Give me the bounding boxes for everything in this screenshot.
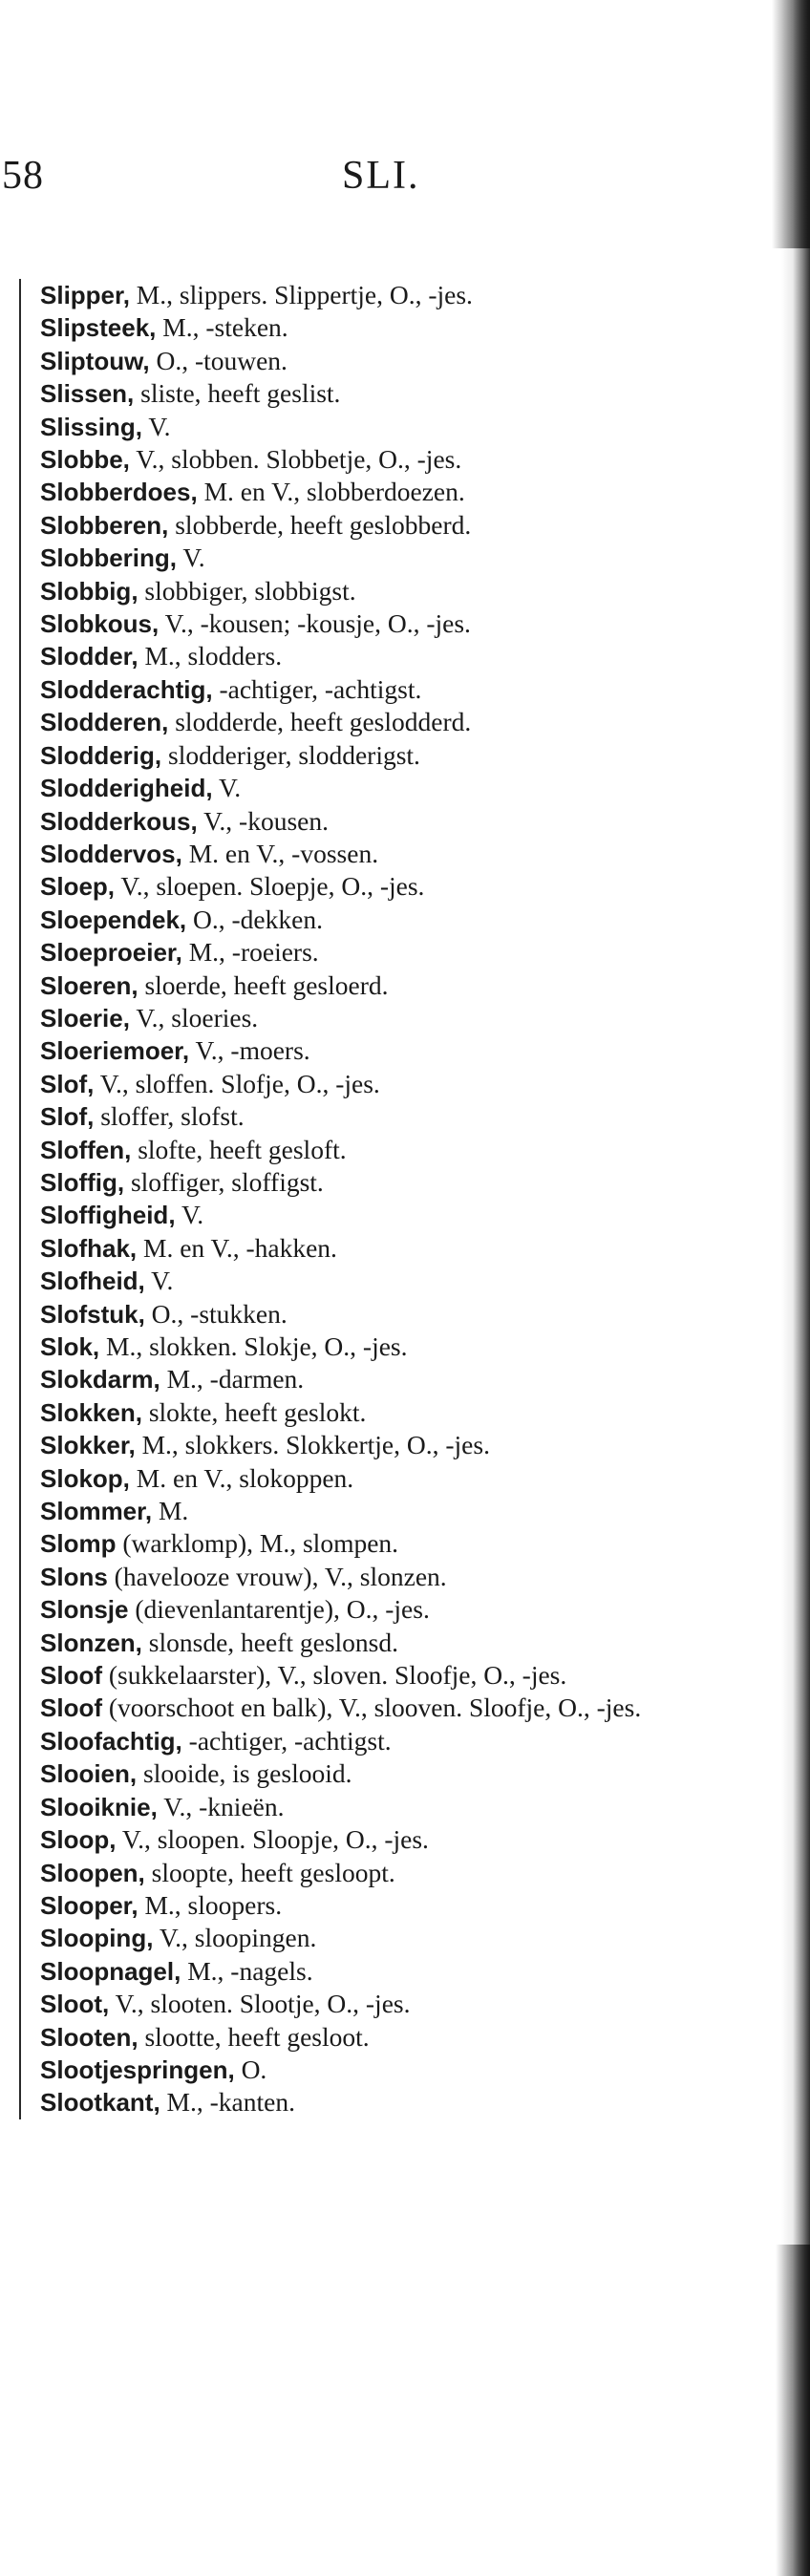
dictionary-entry — [40, 1922, 785, 1954]
entry-definition: V., sloopen. Sloopje, O., -jes. — [121, 1824, 429, 1855]
entry-headword: Slofstuk, — [40, 1299, 145, 1329]
dictionary-column — [19, 279, 785, 2119]
dictionary-entry — [40, 1823, 785, 1856]
entry-definition: V., -knieën. — [163, 1791, 285, 1821]
dictionary-entry — [40, 1134, 785, 1166]
dictionary-entry — [40, 411, 785, 443]
entry-headword: Slobberen, — [40, 510, 169, 540]
entry-definition: V. — [218, 773, 242, 803]
dictionary-entry — [40, 607, 785, 640]
dictionary-entry — [40, 673, 785, 706]
entry-headword: Slodder, — [40, 642, 139, 671]
entry-headword: Slobbe, — [40, 445, 130, 475]
entry-headword: Slodderen, — [40, 708, 169, 737]
entry-headword: Sloeriemoer, — [40, 1036, 190, 1066]
dictionary-entry — [40, 969, 785, 1002]
entry-headword: Slommer, — [40, 1497, 153, 1526]
entry-definition: M. en V., -vossen. — [188, 838, 379, 868]
dictionary-entry — [40, 1034, 785, 1067]
entry-headword: Sliptouw, — [40, 346, 150, 375]
entry-definition: sloffiger, sloffigst. — [130, 1166, 324, 1197]
entry-headword: Sloop, — [40, 1825, 117, 1855]
dictionary-entry — [40, 1988, 785, 2020]
entry-headword: Slootjespringen, — [40, 2054, 235, 2084]
entry-headword: Sloffigheid, — [40, 1201, 176, 1230]
entry-definition: M. — [158, 1496, 189, 1526]
dictionary-entry — [40, 1561, 785, 1593]
entry-headword: Slof, — [40, 1069, 95, 1098]
entry-headword: Slons — [40, 1562, 108, 1591]
entry-headword: Sloerie, — [40, 1003, 130, 1033]
entry-headword: Slofhak, — [40, 1233, 138, 1263]
entry-headword: Slooper, — [40, 1890, 139, 1920]
entry-definition: V. — [182, 543, 205, 573]
dictionary-entry — [40, 2021, 785, 2054]
dictionary-entry — [40, 2054, 785, 2086]
dictionary-entry — [40, 1757, 785, 1790]
entry-definition: O. — [241, 2054, 267, 2084]
entry-headword: Sloopen, — [40, 1858, 145, 1887]
dictionary-entry — [40, 1199, 785, 1231]
entry-definition: V., sloeries. — [136, 1002, 259, 1033]
dictionary-entry — [40, 1495, 785, 1527]
entry-definition: M., slokken. Slokje, O., -jes. — [106, 1331, 408, 1361]
entry-headword: Slokker, — [40, 1431, 136, 1460]
entry-headword: Slobbering, — [40, 543, 177, 573]
dictionary-entry — [40, 542, 785, 574]
dictionary-entry — [40, 904, 785, 936]
dictionary-entry — [40, 1166, 785, 1199]
entry-headword: Slooten, — [40, 2022, 139, 2052]
entry-headword: Sloeren, — [40, 970, 139, 1000]
entry-definition: (voorschoot en balk), V., slooven. Sloofje, O., -jes. — [108, 1692, 642, 1723]
entry-headword: Sloffen, — [40, 1135, 132, 1164]
dictionary-entry — [40, 476, 785, 508]
entry-definition: M. en V., -hakken. — [143, 1232, 337, 1263]
entry-headword: Slobkous, — [40, 609, 160, 639]
entry-headword: Sloffig, — [40, 1167, 125, 1197]
entry-definition: slonsde, heeft geslonsd. — [148, 1627, 398, 1657]
running-head: SLI. — [342, 154, 420, 198]
entry-definition: M., -steken. — [162, 312, 288, 343]
entry-definition: sloffer, slofst. — [100, 1101, 245, 1132]
entry-headword: Slodderigheid, — [40, 774, 213, 803]
entry-headword: Slof, — [40, 1102, 95, 1132]
entry-definition: slootte, heeft gesloot. — [144, 2021, 370, 2052]
dictionary-entry — [40, 443, 785, 476]
entry-definition: sloopte, heeft gesloopt. — [151, 1857, 395, 1887]
entry-headword: Slissing, — [40, 412, 142, 441]
dictionary-entry — [40, 1396, 785, 1429]
entry-definition: V. — [148, 411, 171, 441]
entry-headword: Slobbig, — [40, 576, 139, 606]
entry-definition: V., sloffen. Slofje, O., -jes. — [99, 1068, 380, 1098]
entry-headword: Sloependek, — [40, 905, 187, 934]
dictionary-entry — [40, 1462, 785, 1495]
dictionary-entry — [40, 1527, 785, 1560]
entry-definition: M., slokkers. Slokkertje, O., -jes. — [141, 1430, 490, 1460]
entry-definition: slodderde, heeft geslodderd. — [175, 707, 472, 737]
scan-edge-shadow-top — [772, 0, 810, 248]
dictionary-entry — [40, 345, 785, 377]
entry-definition: M. en V., slobberdoezen. — [203, 477, 465, 507]
entry-definition: M., sloopers. — [144, 1889, 283, 1920]
entry-definition: V., -kousen. — [203, 805, 329, 836]
entry-definition: (sukkelaarster), V., sloven. Sloofje, O., -jes. — [108, 1660, 567, 1691]
entry-definition: M., -darmen. — [166, 1364, 305, 1394]
entry-definition: V. — [151, 1266, 174, 1296]
entry-headword: Slomp — [40, 1529, 117, 1559]
entry-headword: Slodderig, — [40, 740, 162, 770]
entry-definition: (havelooze vrouw), V., slonzen. — [114, 1561, 447, 1591]
entry-headword: Slootkant, — [40, 2088, 160, 2118]
dictionary-entry — [40, 1429, 785, 1461]
entry-definition: M., -kanten. — [166, 2087, 295, 2118]
entry-definition: -achtiger, -achtigst. — [188, 1725, 392, 1756]
entry-headword: Slonsje — [40, 1595, 129, 1625]
dictionary-entry — [40, 2086, 785, 2118]
dictionary-entry — [40, 739, 785, 772]
entry-headword: Slofheid, — [40, 1267, 145, 1296]
dictionary-entry — [40, 1889, 785, 1922]
entry-definition: V., -moers. — [195, 1035, 310, 1066]
entry-headword: Slonzen, — [40, 1628, 142, 1657]
entry-headword: Sloeproeier, — [40, 938, 182, 968]
entry-headword: Slipsteek, — [40, 313, 157, 343]
dictionary-entry — [40, 805, 785, 838]
scan-edge-shadow-bottom — [776, 2245, 810, 2576]
entry-definition: -achtiger, -achtigst. — [219, 673, 422, 704]
dictionary-entry — [40, 1791, 785, 1823]
dictionary-entry — [40, 377, 785, 410]
entry-headword: Slooien, — [40, 1759, 138, 1789]
entry-headword: Slokop, — [40, 1463, 130, 1493]
dictionary-entry — [40, 640, 785, 672]
dictionary-entry — [40, 1363, 785, 1395]
entry-definition: slobberde, heeft geslobberd. — [175, 509, 472, 540]
dictionary-entry — [40, 1331, 785, 1363]
dictionary-entry — [40, 509, 785, 542]
page-header — [0, 153, 810, 210]
entry-definition: O., -stukken. — [151, 1298, 288, 1329]
entry-definition: M., -roeiers. — [188, 937, 319, 968]
entry-definition: V., slobben. Slobbetje, O., -jes. — [136, 444, 462, 475]
dictionary-entry — [40, 1068, 785, 1100]
entry-headword: Sloddervos, — [40, 839, 182, 868]
entry-definition: slodderiger, slodderigst. — [168, 739, 420, 770]
entry-definition: V., sloepen. Sloepje, O., -jes. — [120, 871, 425, 902]
dictionary-entry — [40, 279, 785, 311]
entry-headword: Slooping, — [40, 1924, 154, 1953]
page-number: 58 — [2, 154, 44, 198]
entry-headword: Slooiknie, — [40, 1792, 158, 1821]
entry-headword: Slipper, — [40, 281, 130, 309]
entry-headword: Sloofachtig, — [40, 1726, 182, 1756]
dictionary-entry — [40, 1955, 785, 1988]
entry-definition: sloerde, heeft gesloerd. — [144, 969, 389, 1000]
entry-headword: Sloopnagel, — [40, 1956, 181, 1986]
entry-definition: (dievenlantarentje), O., -jes. — [135, 1594, 430, 1625]
entry-definition: O., -dekken. — [193, 904, 323, 934]
entry-headword: Slobberdoes, — [40, 478, 198, 507]
dictionary-entry — [40, 1725, 785, 1757]
entry-headword: Slodderkous, — [40, 806, 198, 836]
entry-definition: V., slooten. Slootje, O., -jes. — [115, 1989, 411, 2019]
entry-headword: Slok, — [40, 1332, 100, 1361]
entry-definition: M., slodders. — [144, 641, 283, 671]
dictionary-entry — [40, 1593, 785, 1626]
entry-headword: Sloof — [40, 1693, 102, 1723]
entry-definition: M., slippers. Slippertje, O., -jes. — [136, 280, 473, 309]
dictionary-entry — [40, 706, 785, 738]
entry-headword: Sloof — [40, 1661, 102, 1691]
entry-headword: Slissen, — [40, 379, 135, 409]
dictionary-entry — [40, 838, 785, 870]
entry-definition: V. — [181, 1200, 204, 1230]
scan-edge-shadow — [781, 0, 810, 2576]
dictionary-entry — [40, 870, 785, 903]
entry-headword: Sloep, — [40, 872, 116, 902]
entry-definition: slobbiger, slobbigst. — [144, 575, 356, 606]
entry-definition: slofte, heeft gesloft. — [138, 1134, 347, 1164]
entry-definition: (warklomp), M., slompen. — [122, 1528, 399, 1559]
entry-headword: Slodderachtig, — [40, 674, 213, 704]
entry-headword: Slokdarm, — [40, 1365, 160, 1394]
dictionary-entry — [40, 575, 785, 607]
dictionary-entry — [40, 1100, 785, 1133]
entry-headword: Sloot, — [40, 1990, 110, 2019]
entry-definition: sliste, heeft geslist. — [140, 378, 341, 409]
dictionary-entry — [40, 311, 785, 344]
entry-definition: slokte, heeft geslokt. — [148, 1396, 367, 1427]
dictionary-entry — [40, 936, 785, 969]
dictionary-entry — [40, 1298, 785, 1331]
entry-definition: M. en V., slokoppen. — [136, 1462, 354, 1493]
dictionary-entry — [40, 772, 785, 804]
entry-definition: M., -nagels. — [187, 1955, 313, 1986]
entry-definition: slooide, is geslooid. — [143, 1758, 352, 1789]
dictionary-entry — [40, 1232, 785, 1265]
entry-definition: V., sloopingen. — [159, 1923, 317, 1953]
dictionary-entry — [40, 1692, 785, 1724]
dictionary-entry — [40, 1627, 785, 1659]
entry-definition: O., -touwen. — [156, 345, 288, 375]
entry-definition: V., -kousen; -kousje, O., -jes. — [164, 608, 471, 639]
dictionary-entry — [40, 1002, 785, 1034]
dictionary-entry — [40, 1659, 785, 1692]
dictionary-entry — [40, 1857, 785, 1889]
dictionary-entry — [40, 1265, 785, 1297]
entry-headword: Slokken, — [40, 1397, 142, 1427]
